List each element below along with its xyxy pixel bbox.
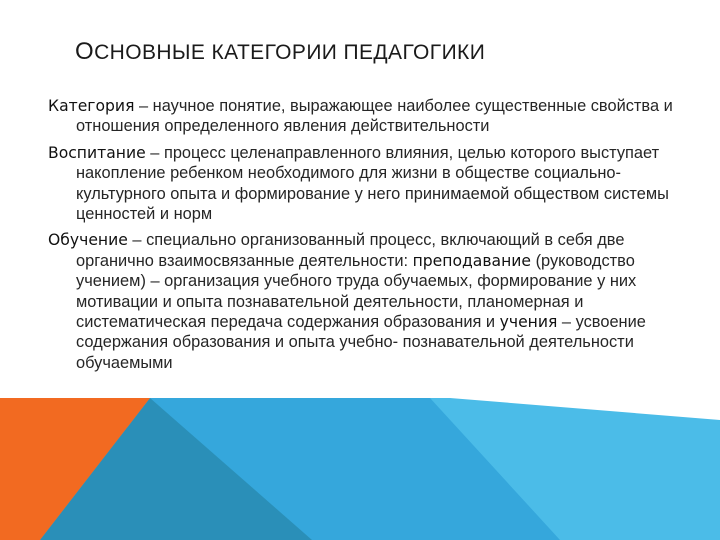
definition-category — [48, 96, 688, 137]
definition-upbringing-text: – процесс целенаправленного влияния, целью которого выступает накопление ребенком необходимого для жизни в обществе социально-культурного опыта и формирование у него принимаемой обществом системы ценностей и норм — [76, 143, 669, 224]
definitions-list — [48, 96, 688, 379]
definition-teaching-text: (руководство учением) – организация учебного труда обучаемых, формирование у них мотивации и опыта познавательной деятельности, планомерная и систематическая передача содержания образования и — [76, 251, 637, 332]
term-learning: Обучение — [48, 231, 128, 250]
slide-title — [75, 38, 485, 66]
definition-learning — [48, 230, 688, 373]
term-teaching: преподавание — [412, 251, 532, 270]
slide-title-initial: О — [75, 38, 95, 65]
definition-studying-text: – усвоение содержания образования и опыта учебно- познавательной деятельности обучаемыми — [76, 313, 646, 372]
slide-title-rest: СНОВНЫЕ КАТЕГОРИИ ПЕДАГОГИКИ — [94, 41, 486, 64]
term-category: Категория — [48, 97, 135, 115]
definition-learning-text: – специально организованный процесс, включающий в себя две органично взаимосвязанные деятельности: — [76, 231, 625, 270]
term-studying: учения — [499, 313, 558, 332]
term-upbringing: Воспитание — [48, 143, 146, 162]
definition-upbringing — [48, 143, 688, 225]
definition-category-text: – научное понятие, выражающее наиболее существенные свойства и отношения определенного явления действительности — [76, 97, 673, 136]
